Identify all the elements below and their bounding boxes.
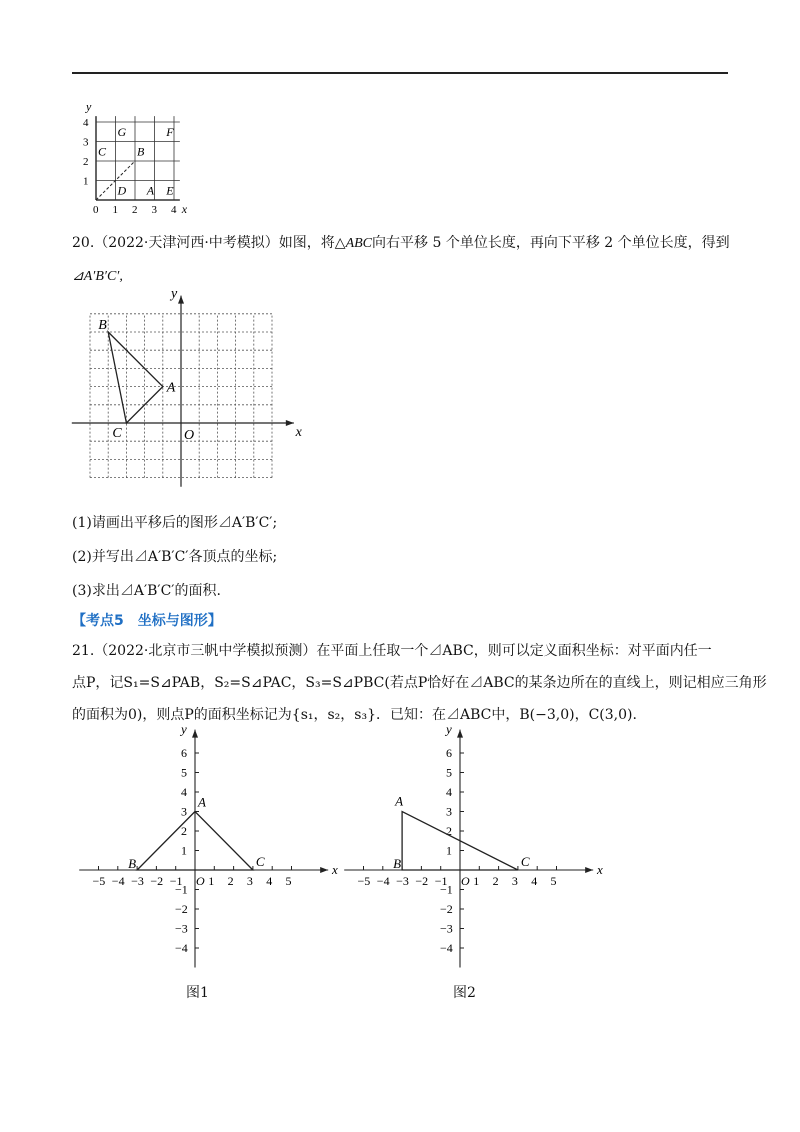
point-label: C [98,144,107,159]
point-label: B [137,144,145,159]
y-axis-label: y [446,721,452,737]
section-heading: 【考点5 坐标与图形】 [72,613,222,629]
y-tick-label: 1 [446,843,452,858]
y-tick-label: 3 [83,136,89,149]
vertex-label: C [520,854,530,869]
x-tick-label: −5 [92,874,106,888]
vertex-label: A [166,380,176,396]
y-tick-label: 2 [181,824,187,838]
y-tick-label: 3 [446,804,452,819]
q21-line-1: 21.（2022·北京市三帆中学模拟预测）在平面上任取一个⊿ABC，则可以定义面积坐标：对平面内任一 [72,643,712,659]
x-tick-label: 5 [285,874,292,888]
point-label: F [166,124,174,139]
q21-line-3: 的面积为0)，则点P的面积坐标记为{s₁，s₂，s₃}．已知：在⊿ABC中，B(−3,0)，C(3,0). [72,707,637,723]
point-label: D [117,183,127,198]
x-tick-label: 3 [151,204,157,216]
x-tick-label: 2 [132,204,138,216]
figure-2-caption: 图2 [453,985,476,1001]
y-tick-label: −3 [440,921,453,936]
x-tick-label: −5 [357,874,371,888]
y-tick-label: 1 [181,843,187,858]
q20-result: ⊿A′B′C′, [72,269,123,284]
x-tick-label: −1 [169,874,183,888]
x-tick-label: 3 [246,874,253,888]
x-tick-label: −4 [111,874,125,888]
x-tick-label: 1 [208,874,215,888]
y-tick-label: 1 [83,175,89,188]
q20-part-3: (3)求出⊿A′B′C′的面积. [72,583,221,599]
x-tick-label: 1 [112,204,118,216]
x-tick-label: 0 [93,204,99,216]
x-axis-label: x [295,425,302,440]
y-tick-label: −3 [175,921,188,936]
y-axis-label: y [86,99,92,114]
x-tick-label: −2 [150,874,164,888]
x-tick-label: −3 [396,874,409,888]
y-tick-label: 6 [446,746,452,760]
x-tick-label: 2 [227,874,234,888]
q20-part-2: (2)并写出⊿A′B′C′各顶点的坐标; [72,549,278,565]
y-tick-label: −4 [440,941,453,955]
vertex-label: A [395,793,404,809]
y-tick-label: 3 [181,804,187,819]
x-tick-label: 5 [550,874,557,888]
y-tick-label: 5 [446,765,452,780]
y-axis-label: y [181,721,187,737]
origin-label: O [184,428,195,443]
q20-part-1: (1)请画出平移后的图形⊿A′B′C′; [72,515,278,531]
vertex-label: C [112,426,122,441]
figure-1-caption: 图1 [186,985,209,1001]
x-axis-label: x [181,202,188,216]
y-tick-label: 6 [181,746,187,760]
y-tick-label: 2 [446,824,452,838]
origin-label: O [196,874,205,888]
q20-intro: 20.（2022·天津河西·中考模拟）如图，将△ABC向右平移 5 个单位长度，再向下平移 2 个单位长度，得到 [72,235,730,251]
y-tick-label: −1 [175,882,188,897]
x-tick-label: 4 [171,204,177,216]
y-tick-label: −4 [175,941,188,955]
vertex-label: B [98,318,107,333]
y-tick-label: 4 [83,117,89,129]
y-tick-label: −2 [440,902,453,916]
x-tick-label: 3 [511,874,518,888]
y-tick-label: −1 [440,882,453,897]
x-tick-label: 2 [492,874,499,888]
x-axis-arrow [585,867,593,873]
y-axis-label: y [171,286,178,302]
point-label: G [117,124,127,139]
x-tick-label: −4 [376,874,390,888]
x-tick-label: 4 [531,874,538,888]
vertex-label: C [255,854,265,869]
y-tick-label: 4 [446,785,452,799]
x-tick-label: −1 [434,874,448,888]
point-label: A [146,183,155,198]
vertex-label: B [393,856,402,871]
y-tick-label: 4 [181,785,187,799]
y-axis-arrow [457,730,463,738]
x-axis-label: x [332,862,338,877]
x-tick-label: −2 [415,874,429,888]
q21-line-2: 点P，记S₁=S⊿PAB，S₂=S⊿PAC，S₃=S⊿PBC(若点P恰好在⊿ABC的某条边所在的直线上，则记相应三角形 [72,675,767,691]
y-tick-label: 5 [181,765,187,780]
x-tick-label: −3 [131,874,144,888]
x-tick-label: 1 [473,874,480,888]
point-label: E [166,183,174,198]
x-tick-label: 4 [266,874,273,888]
vertex-label: A [198,794,206,810]
vertex-label: B [128,856,137,871]
y-tick-label: −2 [175,902,188,916]
y-tick-label: 2 [83,156,89,168]
origin-label: O [461,874,470,888]
x-axis-label: x [597,862,603,877]
